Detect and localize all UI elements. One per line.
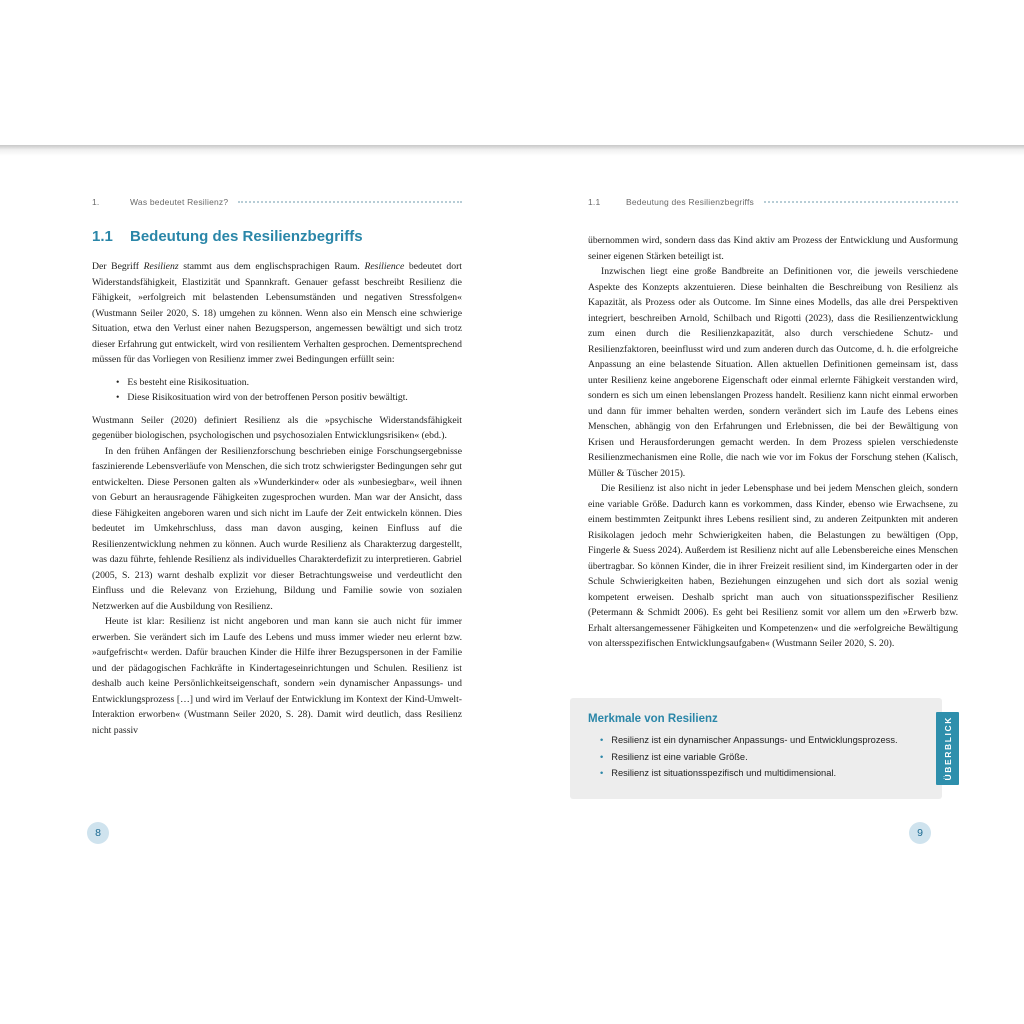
right-page <box>588 197 958 652</box>
condition-list <box>92 375 462 406</box>
paragraph: übernommen wird, sondern dass das Kind aktiv am Prozess der Entwicklung und Ausformung seiner eigenen Stärken beteiligt ist. <box>588 235 958 262</box>
left-page <box>92 197 462 738</box>
italic-term: Resilience <box>364 261 405 272</box>
section-number: 1.1 <box>92 228 113 245</box>
right-running-head <box>588 197 958 207</box>
left-body-text <box>92 259 462 738</box>
paragraph: In den frühen Anfängen der Resilienzforschung beschrieben einige Forschungsergebnisse faszinierende Lebensverläufe von Menschen, die sich trotz schwierigster Bedingungen sehr gut entwickelten. Diese Personen galten als »Wunderkinder« oder als »unbesiegbar«, weil ihnen von Geburt an herausragende Fähigkeiten zugesprochen wurden. Man war der Ansicht, dass diese Fähigkeiten angeboren waren und sich nicht im Laufe der Zeit entwickeln können. Dies bedeutet im Umkehrschluss, dass man davon ausging, keinen Einfluss auf die Resilienzentwicklung nehmen zu können. Auch wurde Resilienz als Charakterzug dargestellt, was dazu führte, fehlende Resilienz als individuelles Charakterdefizit zu interpretieren. Gabriel (2005, S. 213) warnt deshalb explizit vor dieser Betrachtungsweise und verdeutlicht den Einfluss und die Relevanz von Erziehung, Bildung und Familie sowie von sozialen Netzwerken auf die Ausbildung von Resilienz. <box>92 445 462 612</box>
left-running-head <box>92 197 462 207</box>
list-item: • Resilienz ist eine variable Größe. <box>600 749 928 766</box>
paragraph: Heute ist klar: Resilienz ist nicht angeboren und man kann sie auch nicht für immer erwerben. Sie verändert sich im Laufe des Lebens und muss immer wieder neu erlernt bzw. »aufgefrischt« werden. Dafür brauchen Kinder die Hilfe ihrer Bezugspersonen in der Familie und der pädagogischen Fachkräfte in Kindertageseinrichtungen und Schulen. Resilienz ist deshalb auch keine Persönlichkeitseigenschaft, sondern »ein dynamischer Anpassungs- und Entwicklungsprozess […] und wird im Verlauf der Entwicklung im Kontext der Kind-Umwelt-Interaktion erworben« (Wustmann Seiler 2020, S. 28). Damit wird deutlich, dass Resilienz nicht passiv <box>92 616 462 736</box>
paragraph <box>92 259 462 368</box>
running-head-number: 1.1 <box>588 197 601 207</box>
paragraph: Wustmann Seiler (2020) definiert Resilienz als die »psychische Widerstandsfähigkeit gegenüber biologischen, psychologischen und psychosozialen Entwicklungsrisiken« (ebd.). <box>92 414 462 441</box>
ueberblick-edge-tab <box>936 712 959 785</box>
list-item: • Resilienz ist situationsspezifisch und multidimensional. <box>600 765 928 782</box>
section-heading <box>92 228 462 245</box>
running-head-dotted-rule <box>238 200 462 203</box>
edge-tab-label: ÜBERBLICK <box>942 716 953 781</box>
list-item: • Resilienz ist ein dynamischer Anpassungs- und Entwicklungsprozess. <box>600 732 928 749</box>
italic-term: Resilienz <box>143 261 179 272</box>
paragraph: Inzwischen liegt eine große Bandbreite an Definitionen vor, die jeweils verschiedene Aspekte des Konzepts akzentuieren. Diese beinhalten die Beschreibung von Resilienz als Kapazität, als Prozess oder als Outcome. Im Sinne eines Modells, das alle drei Perspektiven integriert, beschreiben Arnold, Schilbach und Rigotti (2023), dass die Resilienzentwicklung zum einen durch die Resilienzkapazität, also durch verschiedene Schutz- und Resilienzfaktoren, beeinflusst wird und zum anderen durch das Outcome, d. h. die erfolgreiche Anpassung an eine belastende Situation. Allen aktuellen Definitionen gemeinsam ist, dass unter Resilienz keine angeborene Eigenschaft oder einmal erlernte Fähigkeit verstanden wird, sondern es sich um einen lebenslangen Prozess handelt. Resilienz kann nicht einmal erworben und dann für immer behalten werden, sondern verändert sich im Laufe des Lebens eines Menschen, abhängig von den Erfahrungen und Erlebnissen, die bei der Bewältigung von Krisen und Herausforderungen gemacht werden. In dem Prozess spielen verschiedenste Resilienzmechanismen eine Rolle, die nach wie vor im Fokus der Forschung stehen (Kalisch, Müller & Tüscher 2015). <box>588 266 958 479</box>
list-item: • Es besteht eine Risikosituation. <box>116 375 462 391</box>
running-head-title: Bedeutung des Resilienzbegriffs <box>626 197 754 207</box>
running-head-dotted-rule <box>764 200 958 203</box>
right-body-text <box>588 233 958 652</box>
running-head-number: 1. <box>92 197 100 207</box>
paragraph: Die Resilienz ist also nicht in jeder Lebensphase und bei jedem Menschen gleich, sondern eine variable Größe. Dadurch kann es vorkommen, dass Kinder, ebenso wie Erwachsene, zu einem bestimmten Zeitpunkt ihres Lebens resilient sind, zu anderen Zeitpunkten mit anderen Risikolagen jedoch mehr Schwierigkeiten haben, die Belastungen zu bewältigen (Opp, Fingerle & Suess 2024). Außerdem ist Resilienz nicht auf alle Lebensbereiche eines Menschen übertragbar. So können Kinder, die in ihrer Freizeit resilient sind, im Kindergarten oder in der Schule Schwierigkeiten haben, Beziehungen einzugehen und sich dort als sozial wenig kompetent erweisen. Deshalb spricht man auch von situationsspezifischer Resilienz (Petermann & Schmidt 2006). Es geht bei Resilienz somit vor allem um den »Erwerb bzw. Erhalt altersangemessener Fähigkeiten und Kompetenzen« und die »erfolgreiche Bewältigung von altersspezifischen Entwicklungsaufgaben« (Wustmann Seiler 2020, S. 20). <box>588 483 958 649</box>
merkmale-info-box <box>570 698 942 799</box>
text-run: bedeutet dort Widerstandsfähigkeit, Elastizität und Spannkraft. Genauer gefasst beschreibt Resilienz die Fähigkeit, »erfolgreich mit belastenden Lebensumständen und negativen Stressfolgen« (Wustmann Seiler 2020, S. 18) umgehen zu können. Wenn also ein Mensch eine schwierige Situation, etwa den Verlust einer nahen Bezugsperson, angemessen bewältigt und sich trotz dieser Erfahrung gut entwickelt, wird von resilientem Verhalten gesprochen. Dementsprechend müssen für das Vorliegen von Resilienz immer zwei Bedingungen erfüllt sein: <box>92 261 462 365</box>
info-box-title: Merkmale von Resilienz <box>588 713 718 725</box>
page-number-right: 9 <box>909 822 931 844</box>
text-run: stammt aus dem englischsprachigen Raum. <box>178 261 365 272</box>
list-item: • Diese Risikosituation wird von der betroffenen Person positiv bewältigt. <box>116 390 462 406</box>
text-run: Der Begriff <box>92 261 144 272</box>
page-top-shadow <box>0 145 1024 156</box>
info-box-list <box>570 732 942 782</box>
running-head-title: Was bedeutet Resilienz? <box>130 197 229 207</box>
page-number-left: 8 <box>87 822 109 844</box>
section-title: Bedeutung des Resilienzbegriffs <box>130 228 363 245</box>
